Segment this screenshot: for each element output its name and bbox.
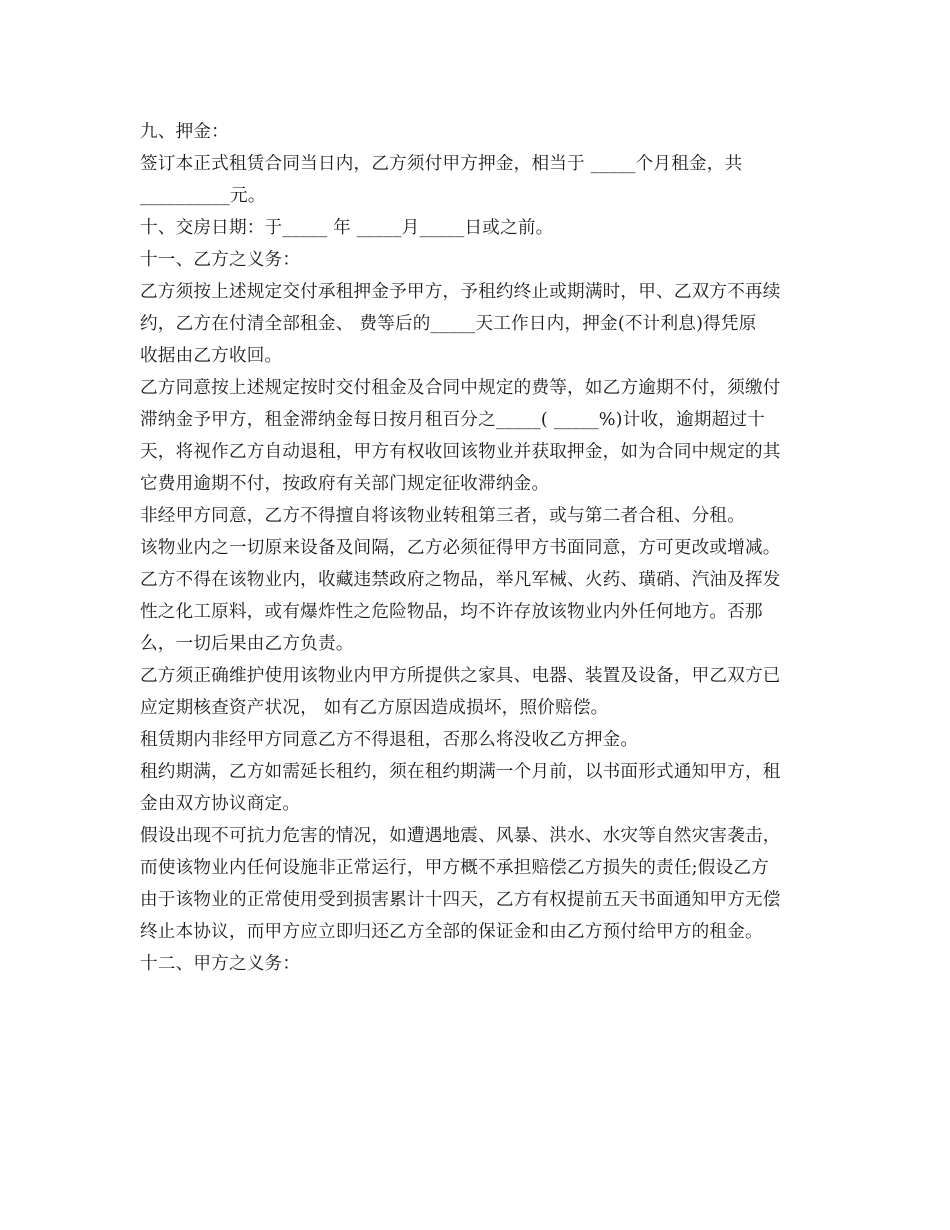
section-11-line: 租约期满，乙方如需延长租约，须在租约期满一个月前，以书面形式通知甲方，租 (140, 762, 781, 782)
section-11-line: 约，乙方在付清全部租金、 费等后的_____天工作日内，押金(不计利息)得凭原 (140, 314, 757, 334)
section-9-line: __________元。 (140, 186, 266, 206)
section-11-line: 它费用逾期不付，按政府有关部门规定征收滞纳金。 (140, 474, 550, 494)
section-11-line: 非经甲方同意，乙方不得擅自将该物业转租第三者，或与第二者合租、分租。 (140, 506, 745, 526)
section-11-line: 性之化工原料，或有爆炸性之危险物品，均不许存放该物业内外任何地方。否那 (140, 602, 763, 622)
document-body (140, 116, 812, 980)
section-11-line: 滞纳金予甲方，租金滞纳金每日按月租百分之_____( _____%)计收，逾期超过十 (140, 410, 766, 430)
section-11-line: 乙方须按上述规定交付承租押金予甲方，予租约终止或期满时，甲、乙双方不再续 (140, 282, 781, 302)
section-11-line: 乙方须正确维护使用该物业内甲方所提供之家具、电器、装置及设备，甲乙双方已 (140, 666, 781, 686)
section-11-line: 乙方同意按上述规定按时交付租金及合同中规定的费等，如乙方逾期不付，须缴付 (140, 378, 781, 398)
section-11-line: 收据由乙方收回。 (140, 346, 283, 366)
section-11-line: 终止本协议，而甲方应立即归还乙方全部的保证金和由乙方预付给甲方的租金。 (140, 922, 763, 942)
section-12-title: 十二、甲方之义务： (140, 954, 301, 974)
section-11-line: 租赁期内非经甲方同意乙方不得退租，否那么将没收乙方押金。 (140, 730, 639, 750)
section-10-line: 十、交房日期：于_____ 年 _____月_____日或之前。 (140, 218, 554, 238)
section-11-line: 天，将视作乙方自动退租，甲方有权收回该物业并获取押金，如为合同中规定的其 (140, 442, 781, 462)
section-11-line: 由于该物业的正常使用受到损害累计十四天，乙方有权提前五天书面通知甲方无偿 (140, 890, 781, 910)
section-11-line: 应定期核查资产状况， 如有乙方原因造成损坏，照价赔偿。 (140, 698, 609, 718)
section-11-line: 该物业内之一切原来设备及间隔，乙方必须征得甲方书面同意，方可更改或增减。 (140, 538, 781, 558)
section-9-line: 签订本正式租赁合同当日内，乙方须付甲方押金，相当于 _____个月租金，共 (140, 154, 743, 174)
section-11-line: 乙方不得在该物业内，收藏违禁政府之物品，举凡军械、火药、璜硝、汽油及挥发 (140, 570, 781, 590)
section-11-line: 么，一切后果由乙方负责。 (140, 634, 354, 654)
section-11-line: 而使该物业内任何设施非正常运行，甲方概不承担赔偿乙方损失的责任;假设乙方 (140, 858, 769, 878)
section-11-title: 十一、乙方之义务： (140, 250, 301, 270)
section-11-line: 假设出现不可抗力危害的情况，如遭遇地震、风暴、洪水、水灾等自然灾害袭击， (140, 826, 781, 846)
section-11-line: 金由双方协议商定。 (140, 794, 301, 814)
section-9-title: 九、押金： (140, 122, 229, 142)
